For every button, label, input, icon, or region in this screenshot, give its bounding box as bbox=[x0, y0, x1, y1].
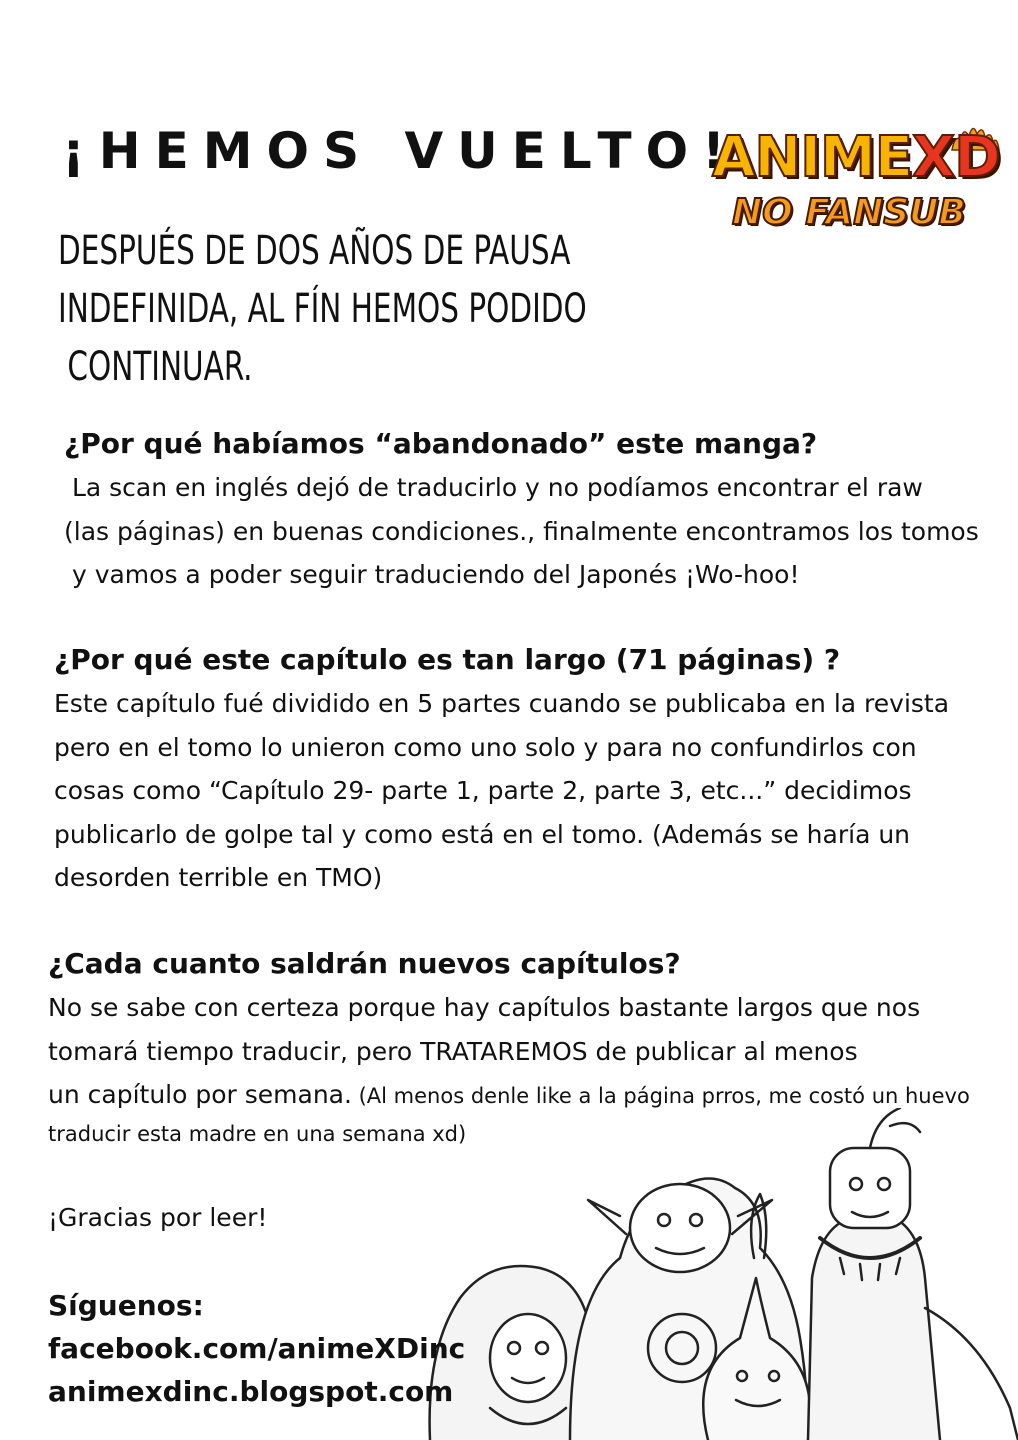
faq-answer-line: (las páginas) en buenas condiciones., finalmente encontramos los tomos bbox=[64, 516, 979, 546]
faq-chapter-length bbox=[54, 638, 949, 900]
thanks-text: ¡Gracias por leer! bbox=[48, 1203, 268, 1232]
social-links bbox=[48, 1284, 465, 1413]
faq-answer-aside: (Al menos denle like a la página prros, me costó un huevo bbox=[351, 1084, 970, 1108]
logo-anime-text: ANIME bbox=[712, 125, 913, 190]
faq-answer-line: La scan en inglés dejó de traducirlo y no podíamos encontrar el raw bbox=[64, 473, 923, 502]
logo-subtitle: NO FANSUB bbox=[732, 192, 966, 233]
manga-characters-illustration bbox=[420, 1108, 1018, 1440]
intro-paragraph bbox=[58, 222, 587, 396]
faq-question: ¿Por qué este capítulo es tan largo (71 páginas) ? bbox=[54, 643, 841, 676]
faq-answer-line: cosas como “Capítulo 29- parte 1, parte 2, parte 3, etc...” decidimos bbox=[54, 776, 912, 805]
faq-abandoned bbox=[64, 422, 979, 597]
logo-xd-text: XD bbox=[912, 125, 1000, 190]
headline: ¡HEMOS VUELTO! bbox=[62, 122, 739, 180]
faq-answer-line: desorden terrible en TMO) bbox=[54, 863, 383, 892]
faq-answer-aside: traducir esta madre en una semana xd) bbox=[48, 1121, 467, 1146]
faq-answer-line: Este capítulo fué dividido en 5 partes cuando se publicaba en la revista bbox=[54, 689, 950, 718]
intro-line: CONTINUAR. bbox=[58, 344, 253, 390]
intro-line: DESPUÉS DE DOS AÑOS DE PAUSA bbox=[58, 228, 571, 274]
faq-question: ¿Por qué habíamos “abandonado” este manga? bbox=[64, 427, 818, 460]
faq-answer-line: publicarlo de golpe tal y como está en el tomo. (Además se haría un bbox=[54, 819, 911, 849]
intro-line: INDEFINIDA, AL FÍN HEMOS PODIDO bbox=[58, 286, 587, 332]
facebook-link[interactable]: facebook.com/animeXDinc bbox=[48, 1332, 466, 1365]
anime-xd-logo bbox=[712, 125, 1002, 258]
faq-answer-line: tomará tiempo traducir, pero TRATAREMOS de publicar al menos bbox=[48, 1036, 858, 1066]
faq-answer-main: un capítulo por semana. bbox=[48, 1080, 352, 1109]
faq-question: ¿Cada cuanto saldrán nuevos capítulos? bbox=[48, 947, 681, 980]
blog-link[interactable]: animexdinc.blogspot.com bbox=[48, 1375, 454, 1408]
faq-answer-line: pero en el tomo lo unieron como uno solo y para no confundirlos con bbox=[54, 732, 917, 762]
social-label: Síguenos: bbox=[48, 1289, 204, 1322]
faq-answer-line: No se sabe con certeza porque hay capítulos bastante largos que nos bbox=[48, 993, 921, 1022]
faq-answer-line: y vamos a poder seguir traduciendo del Japonés ¡Wo-hoo! bbox=[64, 560, 800, 589]
